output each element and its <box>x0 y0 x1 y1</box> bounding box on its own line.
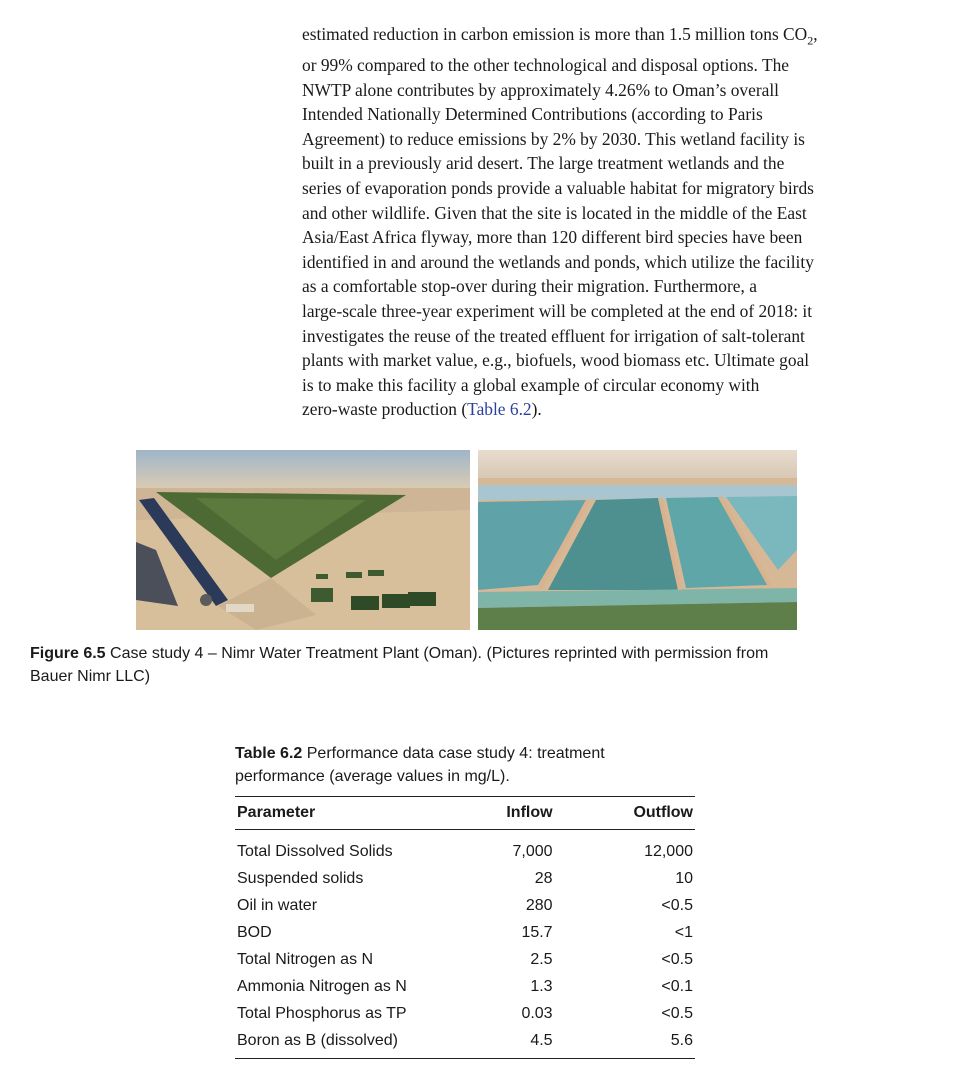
cell-outflow: <1 <box>674 923 693 941</box>
cell-inflow: 4.5 <box>472 1027 554 1059</box>
cell-inflow: 1.3 <box>530 977 553 995</box>
figure-label: Figure 6.5 <box>30 645 106 662</box>
cell-inflow: 7,000 <box>512 842 553 860</box>
cell-parameter: Total Dissolved Solids <box>237 842 393 860</box>
body-line: large-scale three-year experiment will be completed at the end of 2018: it <box>302 301 813 321</box>
cell-parameter: Suspended solids <box>237 869 364 887</box>
body-line: and other wildlife. Given that the site is located in the middle of the East <box>302 202 807 223</box>
figure-caption <box>30 642 920 688</box>
table-header-row <box>235 797 695 830</box>
cell-parameter: Total Nitrogen as N <box>237 950 374 968</box>
table-row <box>235 892 695 919</box>
cell-inflow: 15.7 <box>521 923 553 941</box>
body-line: plants with market value, e.g., biofuels, wood biomass etc. Ultimate goal <box>302 350 810 371</box>
cell-inflow: 280 <box>525 896 553 914</box>
body-line: Intended Nationally Determined Contributions (according to Paris <box>302 104 763 125</box>
body-line: zero-waste production (Table 6.2). <box>302 399 542 420</box>
table-caption-text: performance (average values in mg/L). <box>235 768 510 785</box>
body-line: Agreement) to reduce emissions by 2% by 2030. This wetland facility is <box>302 128 805 149</box>
body-line: built in a previously arid desert. The large treatment wetlands and the <box>302 153 785 174</box>
figure-caption-text: Bauer Nimr LLC) <box>30 668 151 685</box>
header-parameter: Parameter <box>235 797 472 830</box>
body-line: or 99% compared to the other technological and disposal options. The <box>302 55 789 76</box>
table-reference-link[interactable]: Table 6.2 <box>467 399 532 420</box>
table-row <box>235 946 695 973</box>
cell-inflow: 2.5 <box>530 950 553 968</box>
table-row <box>235 919 695 946</box>
cell-outflow: <0.5 <box>661 896 693 914</box>
aerial-photo-evaporation-ponds <box>478 450 797 630</box>
figure-caption-text: Case study 4 – Nimr Water Treatment Plant (Oman). (Pictures reprinted with permission from <box>105 645 769 662</box>
cell-outflow: 5.6 <box>555 1027 695 1059</box>
body-line: as a comfortable stop-over during their migration. Furthermore, a <box>302 276 757 297</box>
table-row <box>235 1027 695 1059</box>
cell-inflow: 28 <box>534 869 553 887</box>
table-row <box>235 830 695 866</box>
table-caption-text: Performance data case study 4: treatment <box>302 745 605 762</box>
body-line: is to make this facility a global example of circular economy with <box>302 374 760 395</box>
table-label: Table 6.2 <box>235 745 303 762</box>
cell-inflow: 0.03 <box>521 1004 553 1022</box>
cell-outflow: 12,000 <box>644 842 693 860</box>
performance-table-block <box>235 742 697 1059</box>
cell-outflow: <0.5 <box>661 950 693 968</box>
cell-parameter: BOD <box>237 923 272 941</box>
cell-parameter: Oil in water <box>237 896 318 914</box>
body-line: investigates the reuse of the treated effluent for irrigation of salt-tolerant <box>302 325 805 346</box>
cell-outflow: 10 <box>675 869 693 887</box>
cell-outflow: <0.1 <box>661 977 693 995</box>
header-outflow: Outflow <box>555 797 695 830</box>
cell-outflow: <0.5 <box>661 1004 693 1022</box>
table-row <box>235 1000 695 1027</box>
body-paragraph <box>302 22 912 422</box>
body-line: Asia/East Africa flyway, more than 120 different bird species have been <box>302 227 803 248</box>
header-inflow: Inflow <box>472 797 554 830</box>
body-line: NWTP alone contributes by approximately 4.26% to Oman’s overall <box>302 79 780 100</box>
cell-parameter: Ammonia Nitrogen as N <box>237 977 407 995</box>
performance-table <box>235 796 695 1059</box>
body-line: series of evaporation ponds provide a valuable habitat for migratory birds <box>302 178 814 199</box>
table-row <box>235 973 695 1000</box>
table-caption <box>235 742 697 788</box>
body-line: estimated reduction in carbon emission is more than 1.5 million tons $CO_2$, <box>302 24 818 48</box>
cell-parameter: Boron as B (dissolved) <box>235 1027 472 1059</box>
body-line: identified in and around the wetlands and ponds, which utilize the facility <box>302 251 814 272</box>
table-row <box>235 865 695 892</box>
aerial-photo-wetlands <box>136 450 470 630</box>
cell-parameter: Total Phosphorus as TP <box>237 1004 407 1022</box>
